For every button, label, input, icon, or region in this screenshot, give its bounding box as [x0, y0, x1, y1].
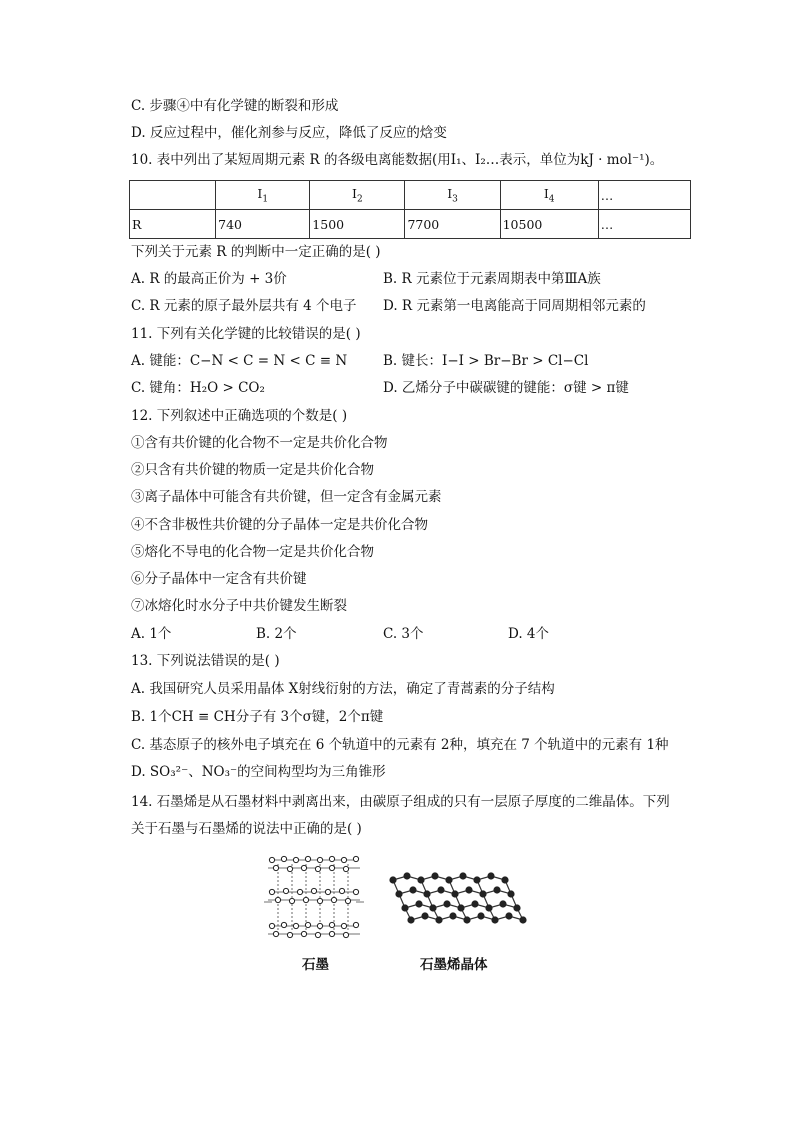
q10-option-a: A. R 的最高正价为 + 3价 [131, 271, 287, 287]
graphite-structure-figure [264, 850, 364, 945]
table-cell: … [598, 210, 690, 239]
q11-option-d: D. 乙烯分子中碳碳键的键能：σ键 > π键 [383, 380, 629, 396]
graphene-structure-figure [385, 868, 530, 928]
q13-option-a: A. 我国研究人员采用晶体 X射线衍射的方法，确定了青蒿素的分子结构 [131, 681, 555, 697]
q11-stem: 11. 下列有关化学键的比较错误的是( ) [131, 326, 361, 342]
graphene-caption: 石墨烯晶体 [420, 957, 488, 973]
q12-statement: ⑥分子晶体中一定含有共价键 [131, 571, 307, 587]
ionization-energy-table [129, 180, 691, 239]
q12-statement: ⑦冰熔化时水分子中共价键发生断裂 [131, 598, 347, 614]
q12-option-d: D. 4个 [508, 626, 550, 642]
q14-stem-line2: 关于石墨与石墨烯的说法中正确的是( ) [131, 821, 362, 837]
q11-option-c: C. 键角：H₂O > CO₂ [131, 380, 265, 396]
q12-option-b: B. 2个 [256, 626, 297, 642]
q12-option-c: C. 3个 [383, 626, 424, 642]
q9-option-c: C. 步骤④中有化学键的断裂和形成 [131, 98, 339, 114]
table-cell: 1500 [310, 210, 405, 239]
q9-option-d: D. 反应过程中，催化剂参与反应，降低了反应的焓变 [131, 125, 447, 141]
table-cell: $I_2$ [310, 181, 405, 210]
table-cell: 740 [216, 210, 310, 239]
table-cell: $I_1$ [216, 181, 310, 210]
q11-option-b: B. 键长：I−I > Br−Br > Cl−Cl [383, 353, 589, 369]
q13-option-c: C. 基态原子的核外电子填充在 6 个轨道中的元素有 2种，填充在 7 个轨道中的元素有 1种 [131, 737, 669, 753]
q13-stem: 13. 下列说法错误的是( ) [131, 653, 280, 669]
table-header-row [130, 181, 691, 210]
q10-option-d: D. R 元素第一电离能高于同周期相邻元素的 [383, 298, 646, 314]
q12-statement: ⑤熔化不导电的化合物一定是共价化合物 [131, 544, 374, 560]
table-cell: R [130, 210, 216, 239]
q14-stem-line1: 14. 石墨烯是从石墨材料中剥离出来，由碳原子组成的只有一层原子厚度的二维晶体。下列 [131, 794, 670, 810]
table-cell [130, 181, 216, 210]
table-cell: $I_3$ [405, 181, 500, 210]
graphite-caption: 石墨 [302, 957, 329, 973]
q12-statement: ①含有共价键的化合物不一定是共价化合物 [131, 435, 388, 451]
q10-prompt: 下列关于元素 R 的判断中一定正确的是( ) [131, 244, 381, 260]
q12-stem: 12. 下列叙述中正确选项的个数是( ) [131, 408, 348, 424]
q12-statement: ②只含有共价键的物质一定是共价化合物 [131, 462, 374, 478]
q11-option-a: A. 键能：C−N < C = N < C ≡ N [131, 353, 348, 369]
q12-statement: ④不含非极性共价键的分子晶体一定是共价化合物 [131, 517, 428, 533]
table-cell: 10500 [500, 210, 598, 239]
table-row [130, 210, 691, 239]
q12-statement: ③离子晶体中可能含有共价键，但一定含有金属元素 [131, 489, 442, 505]
q13-option-b: B. 1个CH ≡ CH分子有 3个σ键，2个π键 [131, 709, 384, 725]
table-cell: 7700 [405, 210, 500, 239]
table-cell: $I_4$ [500, 181, 598, 210]
q10-stem: 10. 表中列出了某短周期元素 R 的各级电离能数据(用I₁、I₂…表示，单位为kJ · mol⁻¹)。 [131, 152, 664, 168]
q13-option-d: D. SO₃²⁻、NO₃⁻的空间构型均为三角锥形 [131, 764, 386, 780]
q10-option-c: C. R 元素的原子最外层共有 4 个电子 [131, 298, 357, 314]
q12-option-a: A. 1个 [131, 626, 172, 642]
q10-option-b: B. R 元素位于元素周期表中第ⅢA族 [383, 271, 601, 287]
table-cell: … [598, 181, 690, 210]
